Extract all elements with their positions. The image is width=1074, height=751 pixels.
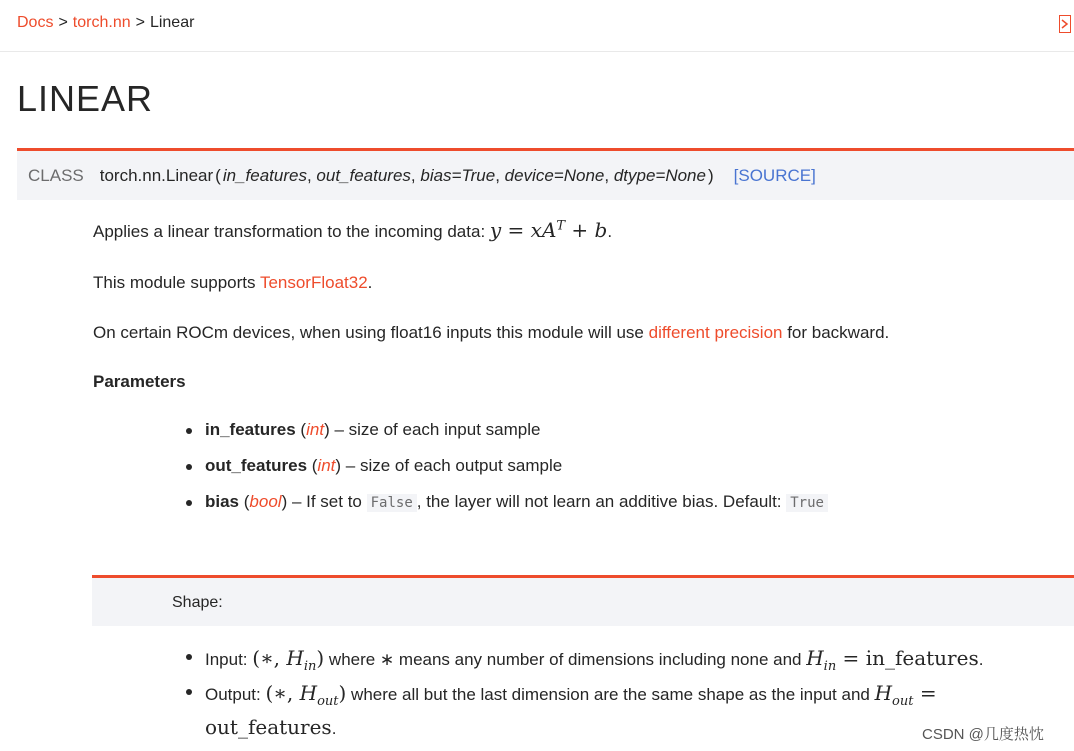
header-divider <box>0 51 1074 52</box>
open-paren: ( <box>215 165 221 185</box>
output-desc: where all but the last dimension are the same shape as the input and <box>346 685 875 704</box>
rocm-prefix: On certain ROCm devices, when using float16 inputs this module will use <box>93 323 649 342</box>
description-line-1: Applies a linear transformation to the incoming data: $y = xA^T + b$. <box>93 218 613 242</box>
shape-output-item <box>205 681 937 709</box>
tf32-suffix: . <box>367 273 373 292</box>
shape-note-box <box>92 575 1074 626</box>
input-shape-math: (∗, $H_{in}$) <box>252 646 325 674</box>
shape-output-cont: out_features. <box>205 715 337 739</box>
h-in-equation: $H_{in}$ = in_features <box>806 646 979 674</box>
breadcrumb-torch-nn-link[interactable]: torch.nn <box>72 14 131 31</box>
bullet-icon <box>186 689 192 695</box>
shape-input-item: Input: (∗, $H_{in}$) where ∗ means any number of dimensions including none and $H_{in}$ = in_features. <box>205 646 983 674</box>
bullet-icon <box>186 428 192 434</box>
input-desc: where ∗ means any number of dimensions including none and <box>324 650 807 669</box>
different-precision-link[interactable]: different precision <box>648 323 783 342</box>
breadcrumb-separator: > <box>58 14 68 31</box>
output-label: Output: <box>205 685 266 704</box>
close-paren: ) <box>707 165 714 185</box>
param-desc: – size of each output sample <box>341 456 563 475</box>
param-name: bias <box>205 492 240 511</box>
bullet-icon <box>186 654 192 660</box>
arg-bias: bias=True <box>420 165 496 185</box>
formula-superscript: T <box>556 218 566 234</box>
output-shape-math: (∗, $H_{out}$) <box>265 681 347 709</box>
bullet-icon <box>186 464 192 470</box>
out-features-word: out_features <box>205 715 332 739</box>
param-item: out_features (int) – size of each output sample <box>205 456 562 476</box>
breadcrumb-current: Linear <box>149 14 195 31</box>
arg-in-features: in_features <box>222 165 307 185</box>
param-desc: – size of each input sample <box>329 420 541 439</box>
param-type-link[interactable]: bool <box>249 492 282 511</box>
arg-device: device=None <box>504 165 605 185</box>
source-link[interactable]: [SOURCE] <box>733 165 816 185</box>
shape-label: Shape: <box>172 594 223 611</box>
param-type-link[interactable]: int <box>317 456 336 475</box>
code-false: False <box>367 494 417 512</box>
breadcrumb-docs-link[interactable]: Docs <box>17 14 54 31</box>
rocm-suffix: for backward. <box>782 323 890 342</box>
bullet-icon <box>186 500 192 506</box>
formula <box>490 218 607 242</box>
parameters-heading: Parameters <box>93 372 186 391</box>
tensorfloat32-link[interactable]: TensorFloat32 <box>259 273 368 292</box>
code-true: True <box>786 494 828 512</box>
param-type-link[interactable]: int <box>306 420 325 439</box>
breadcrumb <box>17 14 194 32</box>
class-keyword: CLASS <box>28 165 84 185</box>
param-item: in_features (int) – size of each input sample <box>205 420 540 440</box>
input-label: Input: <box>205 650 253 669</box>
page-title: LINEAR <box>17 78 154 119</box>
tf32-prefix: This module supports <box>93 273 260 292</box>
watermark: CSDN @几度热忱 <box>922 726 1044 743</box>
arg-dtype: dtype=None <box>613 165 706 185</box>
description-text: Applies a linear transformation to the incoming data: <box>93 222 490 241</box>
param-name: out_features <box>205 456 308 475</box>
param-desc-cont: , the layer will not learn an additive bias. Default: <box>416 492 787 511</box>
in-features-word: in_features <box>865 646 979 670</box>
param-desc: – If set to <box>287 492 367 511</box>
description-line-3 <box>93 323 889 343</box>
formula-tail: + b <box>565 218 608 242</box>
h-out-equation: $H_{out}$ = <box>874 681 937 709</box>
description-line-2 <box>93 273 372 293</box>
formula-body: y = xA <box>489 218 557 242</box>
param-name: in_features <box>205 420 296 439</box>
class-signature: CLASS torch.nn.Linear ( in_features , out_features , bias=True , device=None , dtype=None ) [SOURCE] <box>17 148 1074 200</box>
arg-out-features: out_features <box>316 165 411 185</box>
breadcrumb-separator: > <box>135 14 145 31</box>
class-name: torch.nn.Linear <box>99 165 214 185</box>
collapse-sidebar-icon[interactable] <box>1059 15 1071 33</box>
param-item: bias (bool) – If set to False , the layer will not learn an additive bias. Default: True <box>205 492 828 512</box>
